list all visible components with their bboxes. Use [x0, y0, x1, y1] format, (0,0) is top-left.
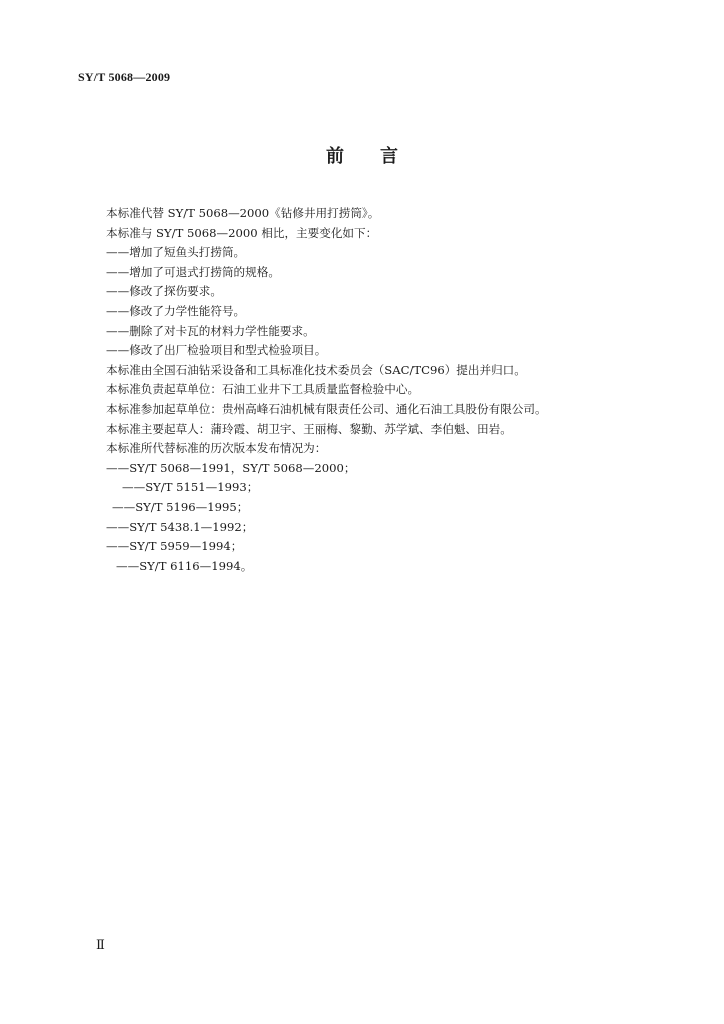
- version-item: ——SY/T 5196—1995；: [112, 499, 249, 514]
- paragraph-line: 本标准与 SY/T 5068—2000 相比，主要变化如下：: [106, 225, 378, 240]
- paragraph-line: 本标准负责起草单位：石油工业井下工具质量监督检验中心。: [106, 382, 420, 397]
- paragraph-line: 本标准代替 SY/T 5068—2000《钻修井用打捞筒》。: [106, 206, 380, 220]
- page-number: Ⅱ: [96, 937, 105, 952]
- version-item: ——SY/T 5068—1991，SY/T 5068—2000；: [106, 460, 356, 475]
- foreword-body: [106, 204, 686, 576]
- change-item: ——增加了可退式打捞筒的规格。: [106, 264, 280, 279]
- paragraph-line: 本标准所代替标准的历次版本发布情况为：: [106, 441, 327, 456]
- change-item: ——增加了短鱼头打捞筒。: [106, 245, 246, 260]
- version-item: ——SY/T 5959—1994；: [106, 539, 243, 554]
- page-title: 前言: [326, 146, 434, 167]
- change-item: ——删除了对卡瓦的材料力学性能要求。: [106, 323, 315, 338]
- change-item: ——修改了力学性能符号。: [106, 303, 246, 318]
- paragraph-line: 本标准由全国石油钻采设备和工具标准化技术委员会（SAC/TC96）提出并归口。: [106, 362, 526, 377]
- version-item: ——SY/T 6116—1994。: [116, 558, 253, 573]
- version-item: ——SY/T 5438.1—1992；: [106, 519, 254, 534]
- paragraph-line: 本标准参加起草单位：贵州高峰石油机械有限责任公司、通化石油工具股份有限公司。: [106, 401, 547, 416]
- change-item: ——修改了出厂检验项目和型式检验项目。: [106, 343, 327, 358]
- standard-code-header: SY/T 5068—2009: [78, 70, 171, 84]
- version-item: ——SY/T 5151—1993；: [122, 480, 259, 495]
- change-item: ——修改了探伤要求。: [106, 284, 222, 299]
- paragraph-line: 本标准主要起草人：蒲玲霞、胡卫宇、王丽梅、黎勤、苏学斌、李伯魁、田岩。: [106, 421, 512, 436]
